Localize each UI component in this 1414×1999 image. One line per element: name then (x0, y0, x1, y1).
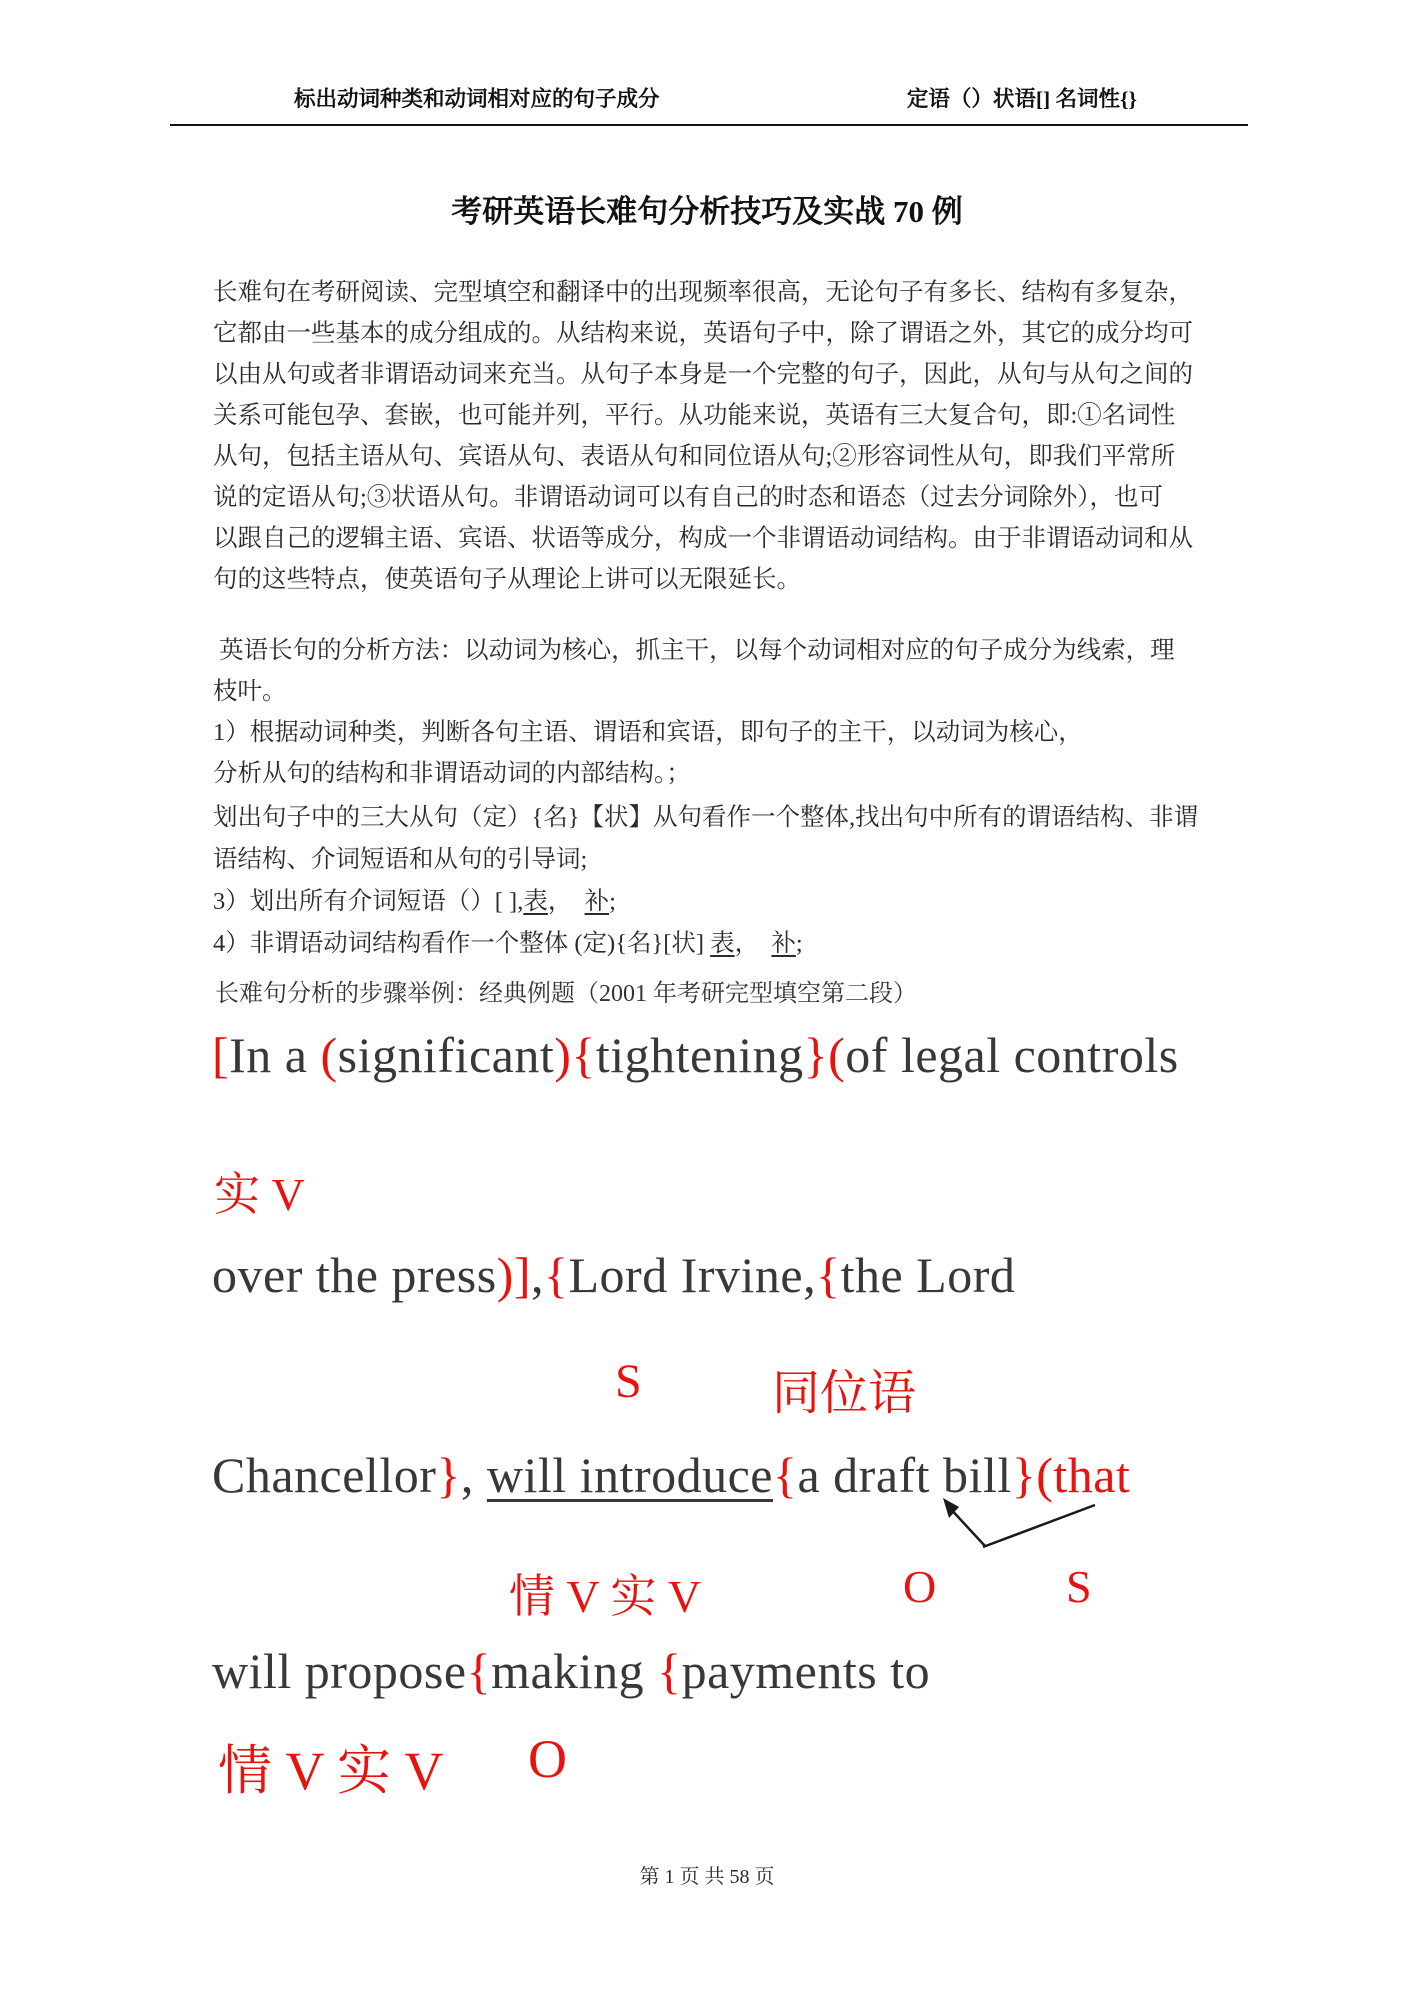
text-segment: the Lord (840, 1247, 1016, 1303)
text-segment: [ (212, 1027, 230, 1083)
text-segment: payments to (681, 1643, 931, 1699)
example-sentence-line-4 (212, 1640, 930, 1703)
text-segment: Lord Irvine, (568, 1247, 817, 1303)
annotation-token: O (903, 1561, 937, 1612)
example-heading: 长难句分析的步骤举例：经典例题（2001 年考研完型填空第二段） (215, 981, 917, 1007)
annotation-token: S (615, 1355, 642, 1408)
text-segment: 补 (584, 888, 610, 915)
text-segment: significant (337, 1027, 555, 1083)
annotation-token: 情 V 实 V (509, 1571, 702, 1622)
annotation-s-apposition (0, 1354, 1414, 1420)
text-segment: }( (803, 1027, 846, 1083)
text-segment: of legal controls (845, 1027, 1179, 1083)
annotation-token: 情 V 实 V (218, 1741, 444, 1801)
text-segment: 表 (523, 888, 548, 915)
paragraph-line: 关系可能包孕、套嵌，也可能并列，平行。从功能来说，英语有三大复合句，即:①名词性 (213, 402, 1176, 429)
paragraph-line: 枝叶。 (213, 678, 287, 705)
paragraph-line: 以由从句或者非谓语动词来充当。从句子本身是一个完整的句子，因此，从句与从句之间的 (213, 361, 1193, 388)
page-number: 第 1 页 共 58 页 (639, 1866, 775, 1888)
annotation-shi-v (0, 1158, 1414, 1224)
annotation-token: 同位语 (772, 1367, 917, 1420)
example-sentence-line-1 (212, 1024, 1179, 1087)
paragraph-line: 语结构、介词短语和从句的引导词; (213, 846, 588, 873)
paragraph-line: 以跟自己的逻辑主语、宾语、状语等成分，构成一个非谓语动词结构。由于非谓语动词和从 (213, 525, 1193, 552)
text-segment: { (657, 1643, 682, 1699)
paragraph-line: 从句，包括主语从句、宾语从句、表语从句和同位语从句;②形容词性从句，即我们平常所 (213, 443, 1176, 470)
text-segment: 表 (710, 930, 735, 957)
annotation-verbs-o-s (0, 1560, 1414, 1626)
intro-paragraph (213, 272, 1223, 600)
text-segment: making (491, 1643, 658, 1699)
text-segment: a draft bill (797, 1447, 1012, 1503)
text-segment: over the press (212, 1247, 497, 1303)
text-segment: 4）非谓语动词结构看作一个整体 (定){名}[状] (213, 930, 711, 957)
paragraph-line (213, 923, 1223, 965)
text-segment: { (544, 1247, 569, 1303)
text-segment: will introduce (486, 1447, 773, 1503)
text-segment: will propose (212, 1643, 467, 1699)
text-segment: ( (320, 1027, 338, 1083)
text-segment: Chancellor (212, 1447, 437, 1503)
page-header (170, 82, 1248, 126)
text-segment: , (460, 1447, 487, 1503)
text-segment: , (531, 1247, 544, 1303)
text-segment: ; (795, 930, 803, 957)
page-title: 考研英语长难句分析技巧及实战 70 例 (451, 194, 963, 229)
paragraph-line: 句的这些特点，使英语句子从理论上讲可以无限延长。 (213, 566, 801, 593)
paragraph-line: 英语长句的分析方法：以动词为核心，抓主干，以每个动词相对应的句子成分为线索，理 (213, 637, 1175, 664)
paragraph-line: 长难句在考研阅读、完型填空和翻译中的出现频率很高，无论句子有多长、结构有多复杂， (213, 279, 1193, 306)
text-segment: ， (547, 888, 585, 915)
text-segment: 补 (771, 930, 796, 957)
header-instruction: 标出动词种类和动词相对应的句子成分 (294, 87, 660, 111)
annotation-token: O (528, 1729, 567, 1789)
text-segment: { (772, 1447, 798, 1503)
text-segment: In a (229, 1027, 321, 1083)
paragraph-line: 说的定语从句;③状语从句。非谓语动词可以有自己的时态和语态（过去分词除外），也可 (213, 484, 1164, 511)
text-segment: }(that (1011, 1447, 1131, 1503)
paragraph-line: 分析从句的结构和非谓语动词的内部结构。； (213, 760, 691, 787)
header-legend: 定语（）状语[] 名词性{} (906, 87, 1137, 111)
text-segment: )] (496, 1247, 531, 1303)
annotation-token: 实 V (214, 1169, 305, 1220)
text-segment: ; (609, 888, 616, 915)
text-segment: ){ (554, 1027, 596, 1083)
annotation-token: S (1066, 1561, 1092, 1612)
text-segment: ， (734, 930, 772, 957)
paragraph-line (213, 881, 1223, 923)
annotation-arrow-icon (933, 1494, 1105, 1556)
example-sentence-line-2 (212, 1244, 1015, 1307)
text-segment: } (436, 1447, 461, 1503)
annotation-verbs-o (0, 1728, 1414, 1801)
text-segment: { (816, 1247, 841, 1303)
steps-paragraph (213, 797, 1223, 965)
text-segment: { (466, 1643, 492, 1699)
text-segment: tightening (595, 1027, 804, 1083)
paragraph-line: 1）根据动词种类，判断各句主语、谓语和宾语，即句子的主干，以动词为核心， (213, 719, 1083, 746)
paragraph-line: 划出句子中的三大从句（定）{名}【状】从句看作一个整体,找出句中所有的谓语结构、非谓 (213, 804, 1199, 831)
paragraph-line: 它都由一些基本的成分组成的。从结构来说，英语句子中，除了谓语之外，其它的成分均可 (213, 320, 1193, 347)
text-segment: 3）划出所有介词短语（）[ ], (213, 888, 524, 915)
analysis-method-paragraph (213, 630, 1223, 794)
